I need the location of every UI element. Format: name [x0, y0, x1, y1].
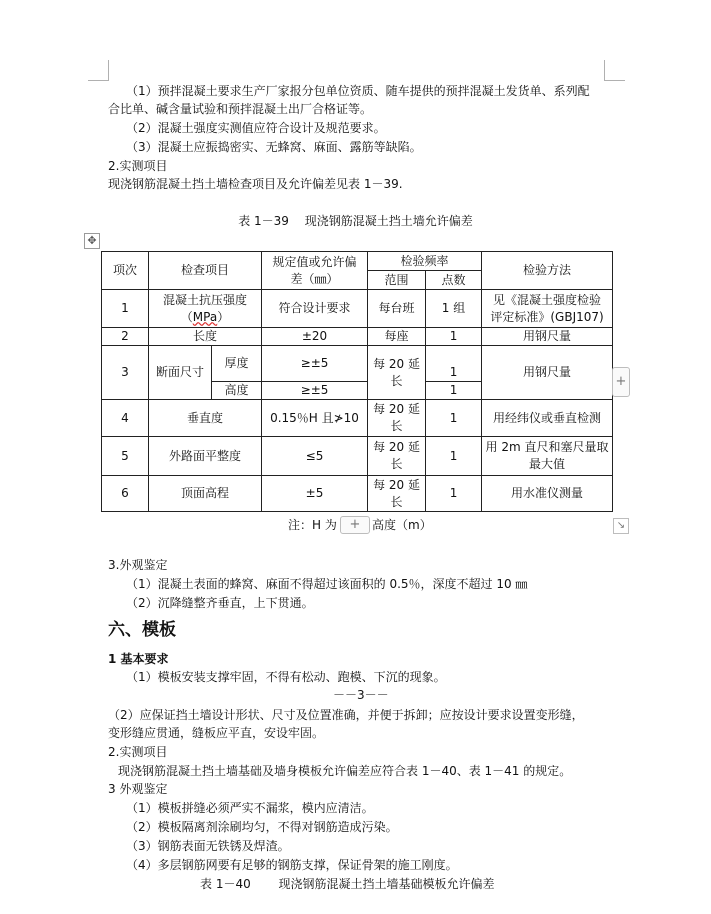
row-2-range: 每座 — [368, 328, 426, 346]
chapter-6-sub-1-paragraph-2-line-1: （2）应保证挡土墙设计形状、尺寸及位置准确，并便于拆卸；应按设计要求设置变形缝， — [108, 708, 584, 722]
table-note-part-1: 注：H 为 — [288, 518, 337, 532]
table-row — [102, 400, 613, 437]
row-2-points: 1 — [426, 328, 482, 346]
chapter-6-sub-2-text: 现浇钢筋混凝土挡土墙基础及墙身模板允许偏差应符合表 1－40、表 1－41 的规定。 — [118, 764, 572, 778]
header-item-no: 项次 — [102, 252, 149, 290]
row-5-method — [482, 437, 613, 476]
row-6-points: 1 — [426, 476, 482, 512]
row-6-range-line-1: 每 20 延 — [373, 477, 420, 492]
chapter-6-sub-3-paragraph-3: （3）钢筋表面无铁锈及焊渣。 — [126, 839, 290, 853]
chapter-6-sub-3-paragraph-2: （2）模板隔离剂涂刷均匀，不得对钢筋造成污染。 — [126, 820, 398, 834]
row-4-points: 1 — [426, 400, 482, 437]
row-6-range — [368, 476, 426, 512]
row-4-no: 4 — [102, 400, 149, 437]
table-row — [102, 346, 613, 382]
row-1-no: 1 — [102, 290, 149, 328]
section-3-title: 3.外观鉴定 — [108, 558, 168, 572]
row-3-no: 3 — [102, 346, 149, 400]
row-4-range — [368, 400, 426, 437]
row-4-allowed: 0.15％H 且≯10 — [262, 400, 368, 437]
header-frequency-range: 范围 — [368, 271, 426, 290]
row-4-method: 用经纬仪或垂直检测 — [482, 400, 613, 437]
chapter-6-sub-2-title: 2.实测项目 — [108, 745, 168, 759]
row-4-range-line-2: 长 — [390, 419, 403, 433]
row-1-points: 1 组 — [426, 290, 482, 328]
row-5-item: 外路面平整度 — [149, 437, 262, 476]
row-1-method-line-2: 评定标准》(GBJ107) — [490, 309, 604, 324]
row-5-range-line-1: 每 20 延 — [373, 440, 420, 454]
row-3-sub-thickness: 厚度 — [212, 346, 262, 382]
row-5-method-line-2: 最大值 — [529, 457, 566, 471]
chapter-6-sub-3-paragraph-4: （4）多层钢筋网要有足够的钢筋支撑，保证骨架的施工刚度。 — [126, 858, 458, 872]
row-3-range — [368, 346, 426, 400]
row-1-allowed: 符合设计要求 — [262, 290, 368, 328]
row-1-method-line-1: 见《混凝土强度检验 — [493, 292, 602, 307]
chapter-6-sub-3-title: 3 外观鉴定 — [108, 782, 168, 796]
table-row — [102, 437, 613, 476]
section-3-paragraph-1: （1）混凝土表面的蜂窝、麻面不得超过该面积的 0.5％，深度不超过 10 ㎜ — [126, 577, 528, 591]
chapter-6-title: 六、模板 — [108, 620, 176, 640]
row-6-no: 6 — [102, 476, 149, 512]
row-5-points: 1 — [426, 437, 482, 476]
row-3-points-thickness: 1 — [426, 346, 482, 382]
row-5-range-line-2: 长 — [390, 457, 403, 471]
table-row — [102, 328, 613, 346]
row-3-method: 用钢尺量 — [482, 346, 613, 400]
chapter-6-sub-1-paragraph-1: （1）模板安装支撑牢固，不得有松动、跑模、下沉的现象。 — [126, 670, 446, 684]
table-140-caption: 表 1－40 现浇钢筋混凝土挡土墙基础模板允许偏差 — [200, 877, 495, 891]
row-3-item: 断面尺寸 — [149, 346, 212, 400]
row-2-allowed: ±20 — [262, 328, 368, 346]
paragraph-1-line-2: 合比单、碱含量试验和预拌混凝土出厂合格证等。 — [108, 102, 373, 116]
section-2-title: 2.实测项目 — [108, 159, 168, 173]
table-note-part-2: 高度（m） — [372, 518, 432, 532]
table-add-row-button[interactable]: + — [612, 367, 630, 397]
row-3-range-line-2: 长 — [390, 373, 403, 388]
row-5-range — [368, 437, 426, 476]
page-number: －－3－－ — [333, 688, 389, 702]
row-4-item: 垂直度 — [149, 400, 262, 437]
row-2-method: 用钢尺量 — [482, 328, 613, 346]
table-move-handle-icon[interactable]: ✥ — [84, 233, 100, 249]
header-check-item: 检查项目 — [149, 252, 262, 290]
table-row — [102, 476, 613, 512]
row-1-item-line-2: （MPa） — [180, 309, 230, 324]
row-6-method: 用水准仪测量 — [482, 476, 613, 512]
chapter-6-sub-1-title: 1 基本要求 — [108, 652, 169, 666]
table-139-caption: 表 1－39 现浇钢筋混凝土挡土墙允许偏差 — [238, 214, 473, 228]
row-6-item: 顶面高程 — [149, 476, 262, 512]
row-6-allowed: ±5 — [262, 476, 368, 512]
row-1-item — [149, 290, 262, 328]
section-2-text: 现浇钢筋混凝土挡土墙检查项目及允许偏差见表 1－39. — [108, 177, 403, 191]
chapter-6-sub-3-paragraph-1: （1）模板拼缝必须严实不漏浆，模内应清洁。 — [126, 801, 374, 815]
paragraph-3: （3）混凝土应振捣密实、无蜂窝、麻面、露筋等缺陷。 — [126, 140, 422, 154]
row-2-no: 2 — [102, 328, 149, 346]
header-allowed-line-1: 规定值或允许偏 — [272, 254, 357, 269]
row-3-allowed-height: ≥±5 — [262, 382, 368, 400]
header-allowed-line-2: 差（㎜） — [290, 271, 339, 286]
section-3-paragraph-2: （2）沉降缝整齐垂直，上下贯通。 — [126, 596, 314, 610]
table-add-column-button[interactable]: + — [340, 516, 370, 534]
row-3-sub-height: 高度 — [212, 382, 262, 400]
row-1-range: 每台班 — [368, 290, 426, 328]
row-6-range-line-2: 长 — [390, 494, 403, 509]
row-5-allowed: ≤5 — [262, 437, 368, 476]
header-allowed — [262, 252, 368, 290]
paragraph-2: （2）混凝土强度实测值应符合设计及规范要求。 — [126, 121, 386, 135]
row-1-item-unit: MPa — [192, 309, 218, 324]
paragraph-1-line-1: （1）预拌混凝土要求生产厂家报分包单位资质、随车提供的预拌混凝土发货单、系列配 — [126, 84, 590, 98]
row-3-allowed-thickness: ≥±5 — [262, 346, 368, 382]
table-139 — [101, 251, 613, 512]
crop-mark-top-left — [88, 60, 109, 81]
row-3-points-height: 1 — [426, 382, 482, 400]
row-2-item: 长度 — [149, 328, 262, 346]
table-resize-handle-icon[interactable]: ↘ — [613, 518, 629, 534]
row-1-item-line-1: 混凝土抗压强度 — [163, 292, 248, 307]
header-frequency: 检验频率 — [368, 252, 482, 271]
crop-mark-top-right — [604, 60, 625, 81]
row-5-method-line-1: 用 2m 直尺和塞尺量取 — [485, 440, 609, 454]
row-3-range-line-1: 每 20 延 — [373, 356, 420, 371]
header-method: 检验方法 — [482, 252, 613, 290]
table-row — [102, 290, 613, 328]
row-4-range-line-1: 每 20 延 — [373, 402, 420, 416]
row-5-no: 5 — [102, 437, 149, 476]
row-1-method — [482, 290, 613, 328]
chapter-6-sub-1-paragraph-2-line-2: 变形缝应贯通，缝板应平直，安设牢固。 — [108, 726, 325, 740]
header-frequency-points: 点数 — [426, 271, 482, 290]
